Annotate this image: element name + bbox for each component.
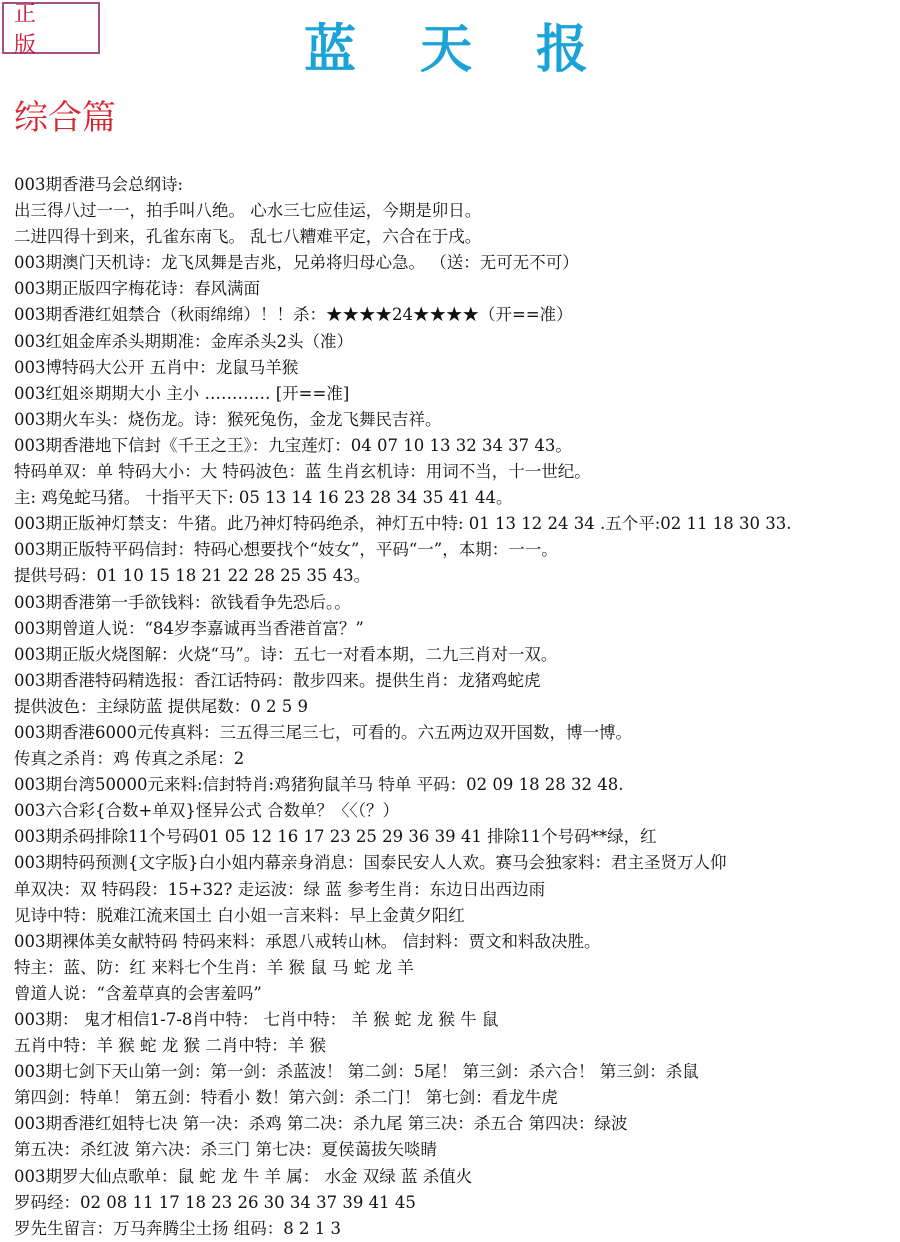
content-line: 特主：蓝、防：红 来料七个生肖：羊 猴 鼠 马 蛇 龙 羊: [14, 957, 414, 977]
content-line: 003期香港红姐特七决 第一决：杀鸡 第二决：杀九尾 第三决：杀五合 第四决：绿波: [14, 1114, 628, 1134]
content-line: 003期火车头：烧伤龙。诗：猴死兔伤，金龙飞舞民吉祥。: [14, 409, 442, 429]
content-line: 003期香港特码精选报：香江话特码：散步四来。提供生肖：龙猪鸡蛇虎: [14, 670, 541, 690]
content-line: 003期曾道人说：“84岁李嘉诚再当香港首富？”: [14, 618, 364, 638]
content-line: 二进四得十到来，孔雀东南飞。 乱七八糟难平定，六合在于戌。: [14, 227, 482, 247]
content-line: 003期七剑下天山第一剑：第一剑：杀蓝波！ 第二剑：5尾！ 第三剑：杀六合！ 第三剑：杀鼠: [14, 1062, 699, 1082]
content-line: 出三得八过一一，拍手叫八绝。 心水三七应佳运，今期是卯日。: [14, 201, 482, 221]
page-title: 蓝天报: [303, 19, 652, 80]
content-line: 传真之杀肖：鸡 传真之杀尾：2: [14, 749, 245, 769]
content-line: 003六合彩{合数+单双}怪异公式 合数单？〈〈（？）: [14, 801, 400, 821]
content-line: 003期： 鬼才相信1-7-8肖中特： 七肖中特： 羊 猴 蛇 龙 猴 牛 鼠: [14, 1010, 499, 1029]
content-line: 003期台湾50000元来料:信封特肖:鸡猪狗鼠羊马 特单 平码：02 09 18 28 32 48.: [14, 775, 624, 795]
content-line: 003期正版四字梅花诗：春风满面: [14, 279, 260, 299]
content-line: 曾道人说：“含羞草真的会害羞吗”: [14, 983, 262, 1003]
content-line: 003期正版特平码信封：特码心想要找个“妓女”，平码“一”，本期：一一。: [14, 540, 558, 560]
content-line: 003期裸体美女献特码 特码来料：承恩八戒转山林。 信封料：贾文和料敌决胜。: [14, 931, 601, 951]
content-line: 003期香港红姐禁合（秋雨绵绵）！！杀：★★★★24★★★★（开==准）: [14, 305, 573, 325]
content-line: 特码单双：单 特码大小：大 特码波色：蓝 生肖玄机诗：用词不当，十一世纪。: [14, 462, 591, 482]
content-line: 003期香港马会总纲诗:: [14, 175, 184, 194]
content-line: 第五决：杀红波 第六决：杀三门 第七决：夏侯蔼拔矢啖睛: [14, 1140, 437, 1160]
content-line: 提供波色：主绿防蓝 提供尾数：0 2 5 9: [14, 696, 308, 716]
content-line: 003期香港6000元传真料：三五得三尾三七，可看的。六五两边双开国数，博一博。: [14, 722, 632, 742]
content-line: 003期特码预测{文字版}白小姐内幕亲身消息：国泰民安人人欢。赛马会独家料：君主圣贤万人仰: [14, 853, 727, 873]
content-line: 提供号码：01 10 15 18 21 22 28 25 35 43。: [14, 566, 371, 586]
section-heading: 综合篇: [14, 98, 116, 138]
content-line: 单双决：双 特码段：15+32? 走运波：绿 蓝 参考生肖：东边日出西边雨: [14, 879, 546, 899]
content-line: 003期澳门天机诗：龙飞凤舞是吉兆，兄弟将归母心急。 （送：无可无不可）: [14, 253, 579, 273]
content-line: 罗码经：02 08 11 17 18 23 26 30 34 37 39 41 45: [14, 1192, 416, 1212]
content-line: 003期正版火烧图解：火烧“马”。诗：五七一对看本期，二九三肖对一双。: [14, 644, 558, 664]
content-line: 003期香港第一手欲钱料：欲钱看争先恐后。。: [14, 592, 351, 612]
content-lines: [14, 172, 898, 1242]
content-line: 003期罗大仙点歌单：鼠 蛇 龙 牛 羊 属： 水金 双绿 蓝 杀值火: [14, 1166, 473, 1186]
official-edition-badge: 正 版: [2, 2, 100, 54]
content-line: 003期正版神灯禁支：牛猪。此乃神灯特码绝杀，神灯五中特: 01 13 12 24 34 .五个平:02 11 18 30 33.: [14, 514, 792, 534]
content-line: 003期杀码排除11个号码01 05 12 16 17 23 25 29 36 39 41 排除11个号码**绿，红: [14, 827, 657, 847]
content-line: 罗先生留言：万马奔腾尘土扬 组码：8 2 1 3: [14, 1218, 341, 1238]
content-line: 主: 鸡兔蛇马猪。 十指平天下: 05 13 14 16 23 28 34 35 41 44。: [14, 488, 513, 508]
content-line: 003博特码大公开 五肖中：龙鼠马羊猴: [14, 357, 299, 377]
content-line: 003期香港地下信封《千王之王》：九宝莲灯：04 07 10 13 32 34 37 43。: [14, 435, 572, 455]
content-line: 第四剑：特单！ 第五剑：特看小 数！第六剑：杀二门！ 第七剑：看龙牛虎: [14, 1088, 558, 1108]
content-line: 见诗中特：脱难江流来国土 白小姐一言来料：早上金黄夕阳红: [14, 905, 465, 925]
content-line: 003红姐金库杀头期期准：金库杀头2头（准）: [14, 331, 353, 351]
content-line: 五肖中特：羊 猴 蛇 龙 猴 二肖中特：羊 猴: [14, 1036, 326, 1056]
content-line: 003红姐※期期大小 主小 ………… [开==准]: [14, 383, 350, 403]
